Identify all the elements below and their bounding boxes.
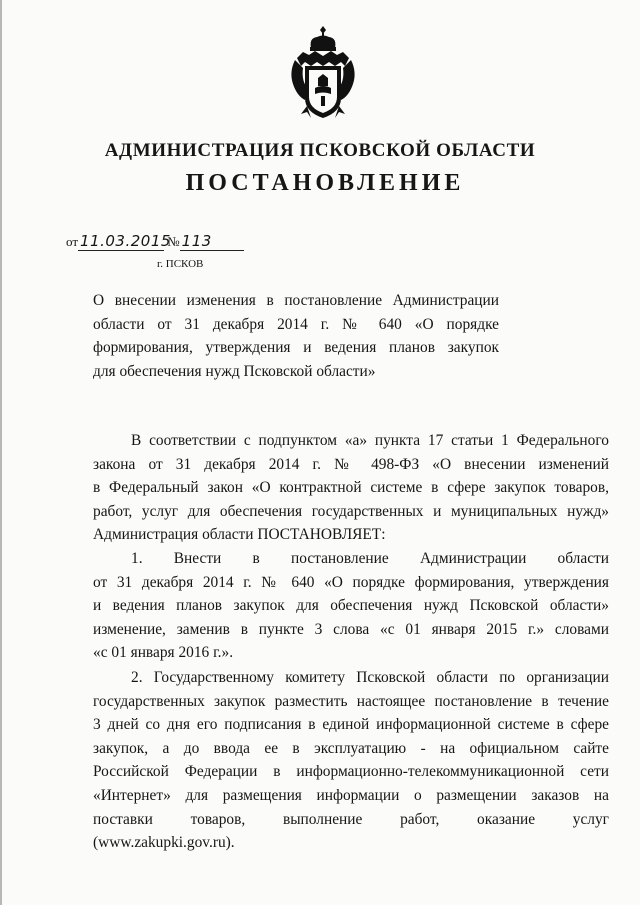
body-line: 1. Внести в постановление Администрации области: [131, 550, 609, 567]
body-line: закона от 31 декабря 2014 г. № 498-ФЗ «О внесении изменений: [93, 455, 609, 473]
city-label: г. ПСКОВ: [157, 258, 204, 270]
body-line: поставки товаров, выполнение работ, оказание услуг: [93, 810, 609, 828]
organization-title: АДМИНИСТРАЦИЯ ПСКОВСКОЙ ОБЛАСТИ: [104, 140, 536, 161]
date-field: 11.03.2015: [80, 232, 171, 250]
body-line: и ведения планов закупок для обеспечения нужд Псковской области»: [93, 597, 609, 615]
clause-1-paragraph: [93, 547, 609, 665]
body-line: Российской Федерации в информационно-телекоммуникационной сети: [93, 763, 609, 781]
body-line: (www.zakupki.gov.ru).: [93, 834, 235, 852]
body-line: «с 01 января 2016 г.».: [93, 644, 234, 662]
subject-line: для обеспечения нужд Псковской области»: [93, 362, 376, 380]
body-line: от 31 декабря 2014 г. № 640 «О порядке формирования, утверждения: [93, 573, 609, 591]
preamble-paragraph: [93, 429, 609, 547]
body-line: В соответствии с подпунктом «а» пункта 17 статьи 1 Федерального: [131, 432, 609, 449]
body-line: «Интернет» для размещения информации о размещении заказов на: [93, 786, 609, 804]
body-line: закупок, а до ввода ее в эксплуатацию - на официальном сайте: [93, 739, 609, 757]
subject-line: области от 31 декабря 2014 г. № 640 «О порядке: [93, 315, 499, 333]
clause-2-paragraph: [93, 666, 609, 855]
date-number-line: [66, 232, 244, 251]
body-line: в Федеральный закон «О контрактной системе в сфере закупок товаров,: [93, 479, 609, 497]
body-line: 2. Государственному комитету Псковской области по организации: [131, 669, 609, 686]
number-prefix: №: [167, 234, 180, 249]
body-line: 3 дней со дня его подписания в единой информационной системе в сфере: [93, 716, 609, 734]
body-line: Администрация области ПОСТАНОВЛЯЕТ:: [93, 526, 386, 544]
body-line: государственных закупок разместить настоящее постановление в течение: [93, 692, 609, 710]
pskov-coat-of-arms-icon: [287, 24, 359, 124]
body-line: изменение, заменив в пункте 3 слова «с 01 января 2015 г.» словами: [93, 620, 609, 638]
date-prefix: от: [66, 234, 79, 249]
document-type-title: ПОСТАНОВЛЕНИЕ: [185, 170, 465, 196]
subject-line: О внесении изменения в постановление Администрации: [93, 292, 499, 309]
body-line: работ, услуг для обеспечения государственных и муниципальных нужд»: [93, 502, 609, 520]
subject-line: формирования, утверждения и ведения планов закупок: [93, 339, 499, 356]
document-subject: [93, 289, 499, 383]
scan-edge: [0, 0, 2, 905]
number-field: 113: [180, 232, 244, 251]
